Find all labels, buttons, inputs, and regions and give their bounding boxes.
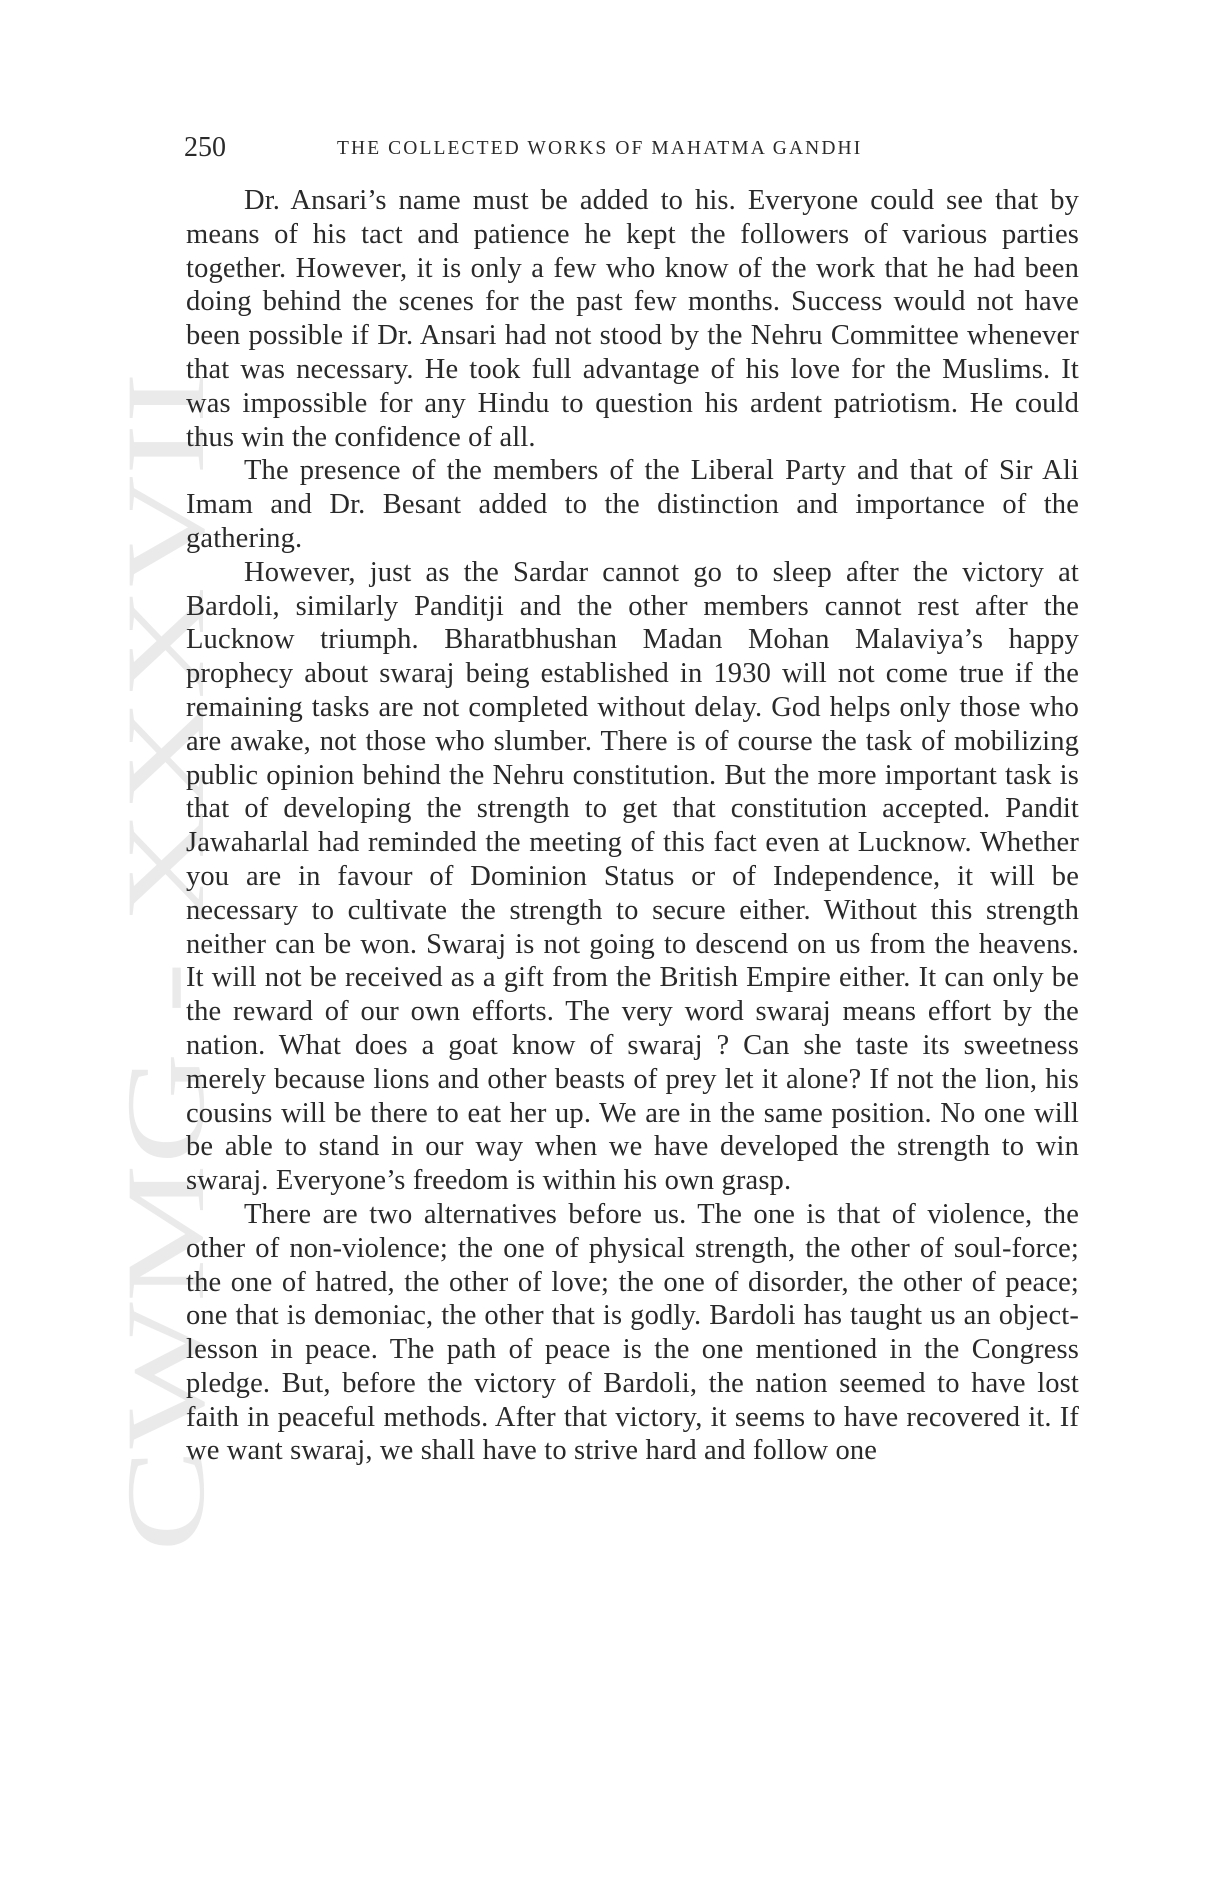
page-number: 250 <box>184 132 226 163</box>
paragraph: The presence of the members of the Liberal Party and that of Sir Ali Imam and Dr. Besant added to the distinction and importance of the gathering. <box>186 455 1079 554</box>
running-head: THE COLLECTED WORKS OF MAHATMA GANDHI <box>337 138 863 159</box>
page-header <box>184 130 1079 166</box>
paragraph: There are two alternatives before us. The one is that of violence, the other of non-violence; the one of physical strength, the other of soul-force; the one of hatred, the other of love; the one of disorder, the other of peace; one that is demoniac, the other that is godly. Bardoli has taught us an object-lesson in peace. The path of peace is the one mentioned in the Congress pledge. But, before the victory of Bardoli, the nation seemed to have lost faith in peaceful methods. After that victory, it seems to have recovered it. If we want swaraj, we shall have to strive hard and follow one <box>186 1198 1079 1467</box>
paragraph: However, just as the Sardar cannot go to sleep after the victory at Bardoli, similarly Panditji and the other members cannot rest after the Lucknow triumph. Bharatbhushan Madan Mohan Malaviya’s happy prophecy about swaraj being established in 1930 will not come true if the remaining tasks are not completed without delay. God helps only those who are awake, not those who slumber. There is of course the task of mobilizing public opinion behind the Nehru constitution. But the more important task is that of developing the strength to get that constitution accepted. Pandit Jawaharlal had reminded the meeting of this fact even at Lucknow. Whether you are in favour of Dominion Status or of Independence, it will be necessary to cultivate the strength to secure either. Without this strength neither can be won. Swaraj is not going to descend on us from the heavens. It will not be received as a gift from the British Empire either. It can only be the reward of our own efforts. The very word swaraj means effort by the nation. What does a goat know of swaraj ? Can she taste its sweetness merely because lions and other beasts of prey let it alone? If not the lion, his cousins will be there to eat her up. We are in the same position. No one will be able to stand in our way when we have developed the strength to win swaraj. Everyone’s freedom is within his own grasp. <box>186 556 1079 1197</box>
body-text <box>186 184 1079 1468</box>
paragraph: Dr. Ansari’s name must be added to his. Everyone could see that by means of his tact and patience he kept the followers of various parties together. However, it is only a few who know of the work that he had been doing behind the scenes for the past few months. Success would not have been possible if Dr. Ansari had not stood by the Nehru Committee whenever that was necessary. He took full advantage of his love for the Muslims. It was impossible for any Hindu to question his ardent patriotism. He could thus win the confidence of all. <box>186 185 1079 453</box>
watermark-text: CWMG - XXXVII <box>104 699 228 1552</box>
